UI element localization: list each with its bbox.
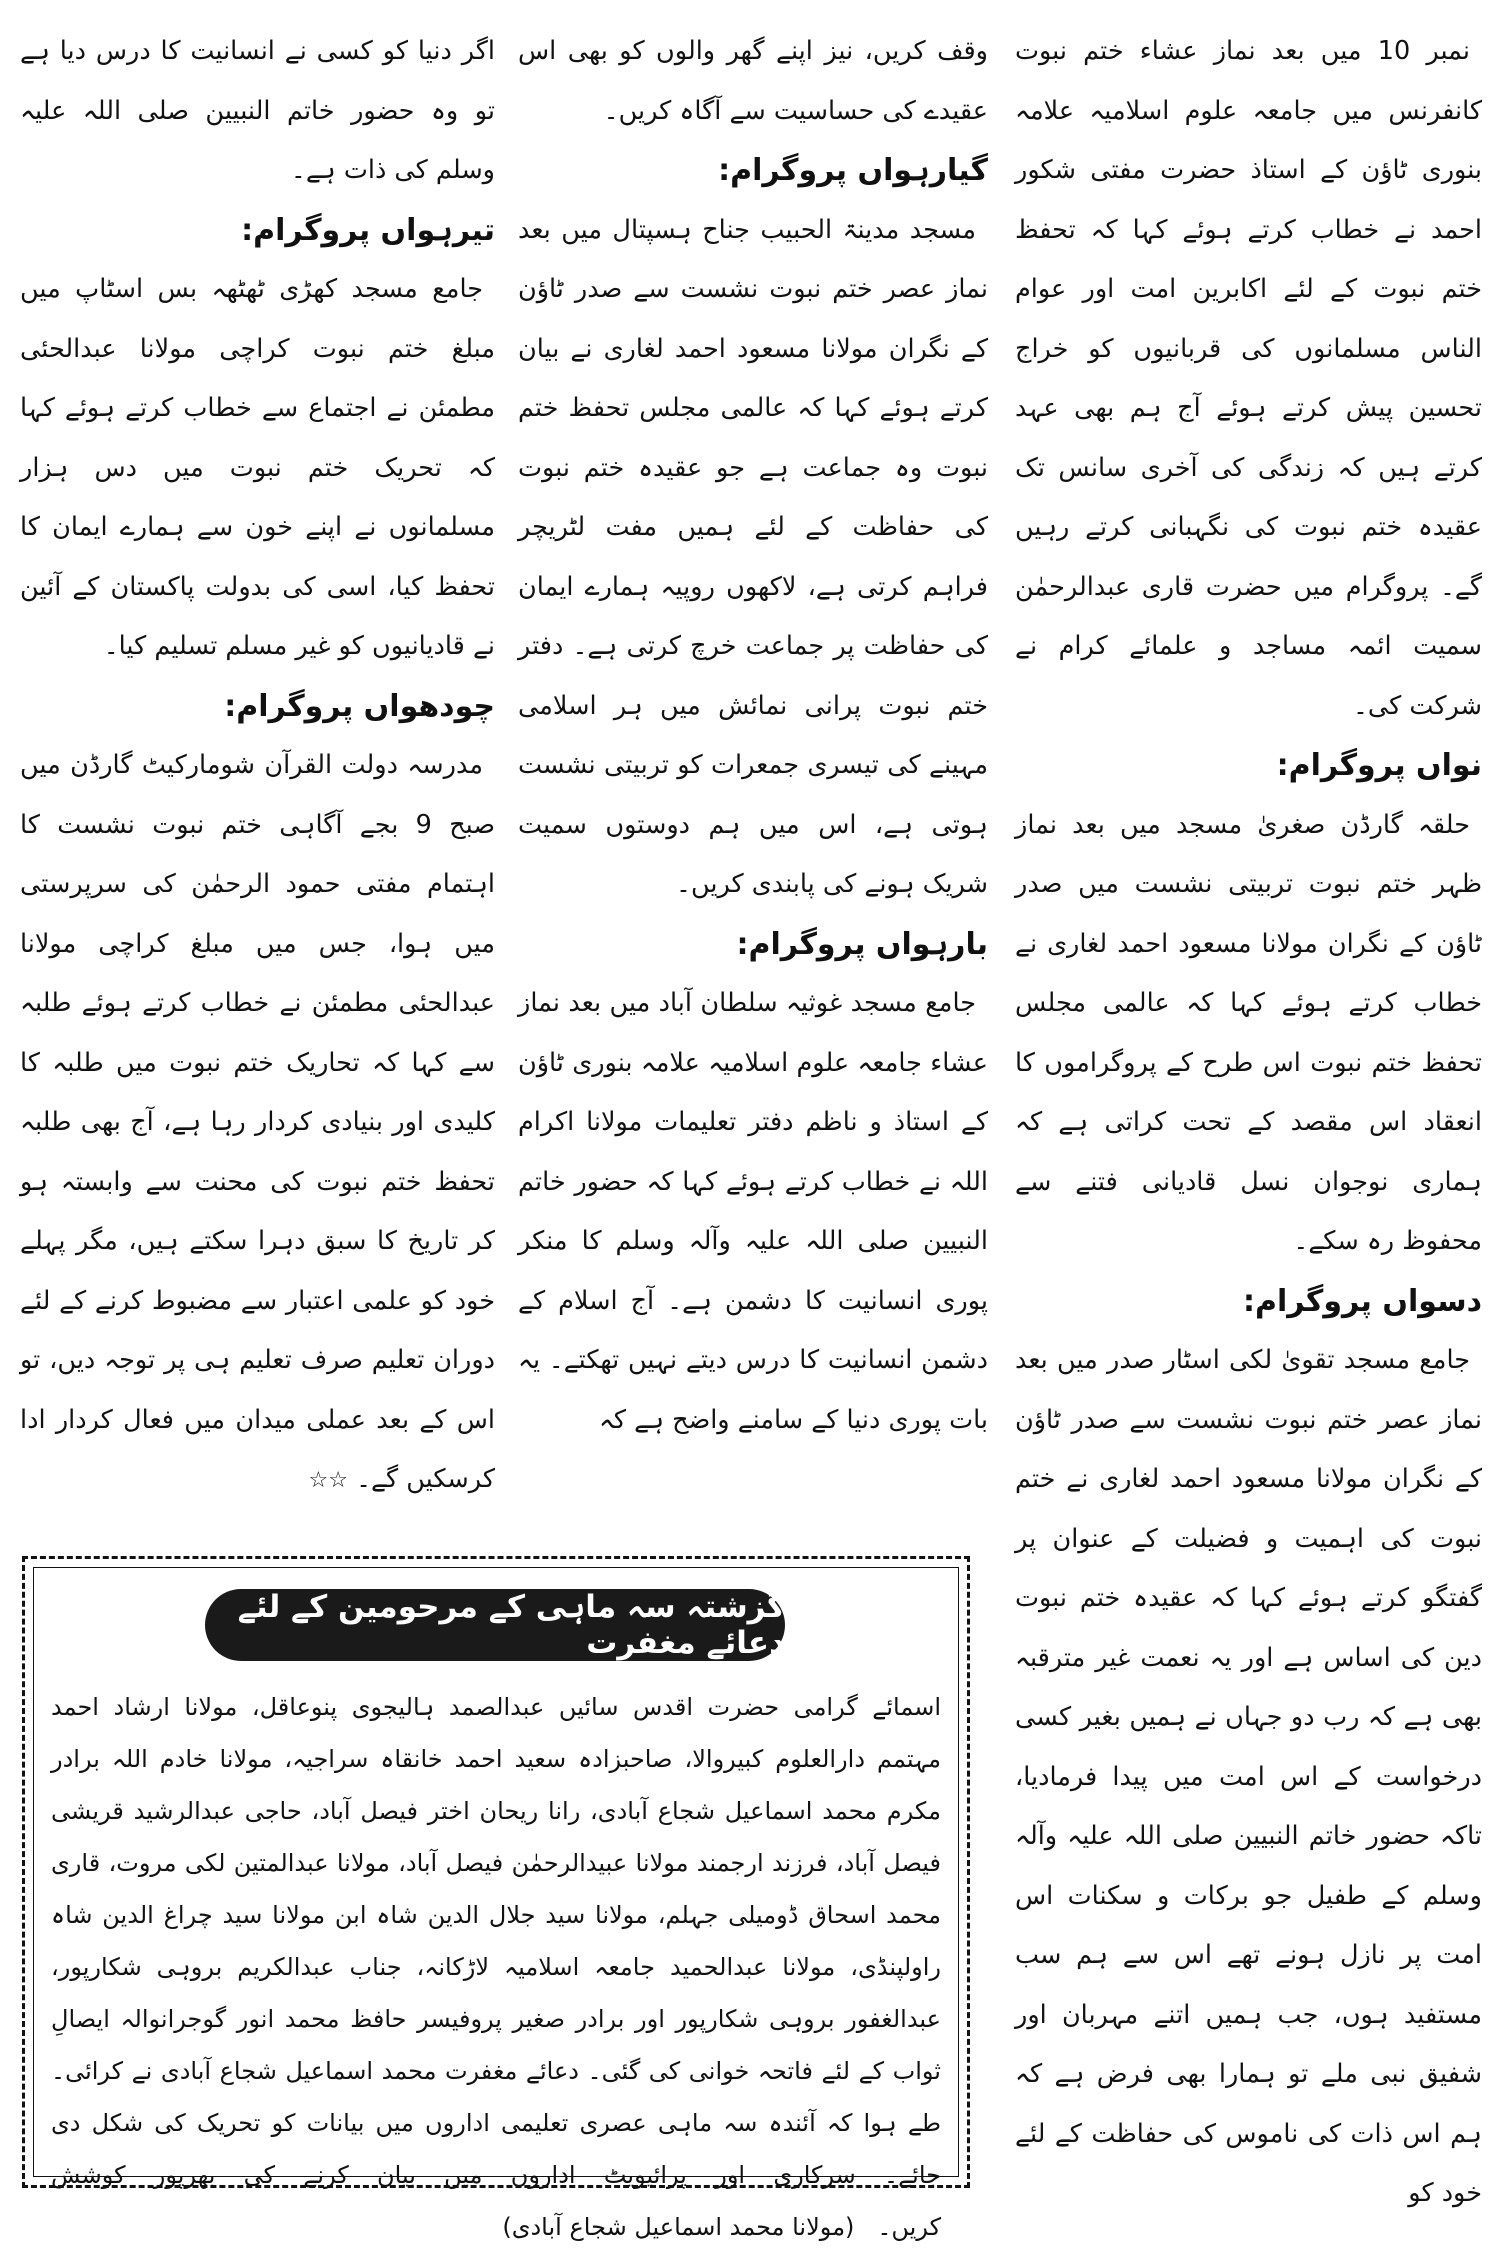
section-heading: تیرہواں پروگرام: bbox=[241, 212, 495, 248]
paragraph-text: مدرسہ دولت القرآن شومارکیٹ گارڈن میں صبح 9 بجے آگاہی ختم نبوت نشست کا اہتمام مفتی حمود الرحمٰن کی سرپرستی میں ہوا، جس میں مبلغ کراچی مولانا عبدالحئی مطمئن نے خطاب کرتے ہوئے طلبہ سے کہا کہ تحاریک ختم نبوت میں طلبہ کا کلیدی اور بنیادی کردار رہا ہے، آج بھی طلبہ تحفظ ختم نبوت کی محنت سے وابستہ ہو کر تاریخ کا سبق دہرا سکتے ہیں، مگر پہلے خود کو علمی اعتبار سے مضبوط کرنے کے لئے دوران تعلیم صرف تعلیم ہی پر توجہ دیں، تو اس کے بعد عملی میدان میں فعال کردار ادا کرسکیں گے۔ bbox=[20, 750, 495, 1494]
section-heading: نواں پروگرام: bbox=[1276, 748, 1482, 783]
paragraph: وقف کریں، نیز اپنے گھر والوں کو بھی اس عقیدے کی حساسیت سے آگاہ کریں۔ bbox=[518, 36, 988, 126]
paragraph bbox=[20, 736, 495, 1511]
obituary-body: اسمائے گرامی حضرت اقدس سائیں عبدالصمد ہالیجوی پنوعاقل، مولانا ارشاد احمد مہتمم دارالعلوم کبیروالا، صاحبزادہ سعید احمد خانقاہ سراجیہ، مولانا خادم اللہ برادر مکرم محمد اسماعیل شجاع آبادی، رانا ریحان اختر فیصل آباد، حاجی عبدالرشید قریشی فیصل آباد، فرزند ارجمند مولانا عبیدالرحمٰن فیصل آباد، مولانا عبدالمتین لکی مروت، قاری محمد اسحاق ڈومیلی جہلم، مولانا سید جلال الدین شاہ ابن مولانا سید چراغ الدین شاہ راولپنڈی، مولانا عبدالحمید جامعہ اسلامیہ لاڑکانہ، جناب عبدالکریم بروہی شکارپور، عبدالغفور بروہی شکارپور اور برادر صغیر پروفیسر حافظ محمد انور گوجرانوالہ ایصالِ ثواب کے لئے فاتحہ خوانی کی گئی۔ دعائے مغفرت محمد اسماعیل شجاع آبادی نے کرائی۔ طے ہوا کہ آئندہ سہ ماہی عصری تعلیمی اداروں میں بیانات کو تحریک کی شکل دی جائے۔ سرکاری اور پرائیویٹ اداروں میں بیان کرنے کی بھرپور کوشش کریں۔ bbox=[51, 1693, 941, 2241]
article-column-right bbox=[1015, 22, 1482, 2208]
paragraph: مسجد مدینۃ الحبیب جناح ہسپتال میں بعد نماز عصر ختم نبوت نشست سے صدر ٹاؤن کے نگران مولانا مسعود احمد لغاری نے بیان کرتے ہوئے کہا کہ عالمی مجلس تحفظ ختم نبوت وہ جماعت ہے جو عقیدہ ختم نبوت کی حفاظت کے لئے ہمیں مفت لٹریچر فراہم کرتی ہے، لاکھوں روپیہ ہمارے ایمان کی حفاظت پر جماعت خرچ کرتی ہے۔ دفتر ختم نبوت پرانی نمائش میں ہر اسلامی مہینے کی تیسری جمعرات کو تربیتی نشست ہوتی ہے، اس میں ہم دوستوں سمیت شریک ہونے کی پابندی کریں۔ bbox=[518, 214, 988, 899]
article-column-middle bbox=[518, 22, 988, 1557]
obituary-box bbox=[22, 1556, 970, 2241]
section-heading: دسواں پروگرام: bbox=[1243, 1283, 1482, 1319]
paragraph: نمبر 10 میں بعد نماز عشاء ختم نبوت کانفرنس میں جامعہ علوم اسلامیہ علامہ بنوری ٹاؤن کے استاذ حضرت مفتی شکور احمد نے خطاب کرتے ہوئے کہا کہ تحفظ ختم نبوت کے لئے اکابرین امت اور عوام الناس مسلمانوں کی قربانیوں کو خراج تحسین پیش کرتے ہوئے آج ہم بھی عہد کرتے ہیں کہ زندگی کی آخری سانس تک عقیدہ ختم نبوت کی نگہبانی کرتے رہیں گے۔ پروگرام میں حضرت قاری عبدالرحمٰن سمیت ائمہ مساجد و علمائے کرام نے شرکت کی۔ bbox=[1015, 36, 1482, 721]
obituary-title: گزشتہ سہ ماہی کے مرحومین کے لئے دعائے مغفرت bbox=[205, 1589, 785, 1661]
paragraph: اگر دنیا کو کسی نے انسانیت کا درس دیا ہے تو وہ حضور خاتم النبیین صلی اللہ علیہ وسلم کی ذات ہے۔ bbox=[20, 36, 495, 185]
obituary-text bbox=[51, 1681, 941, 2241]
paragraph: جامع مسجد کھڑی ٹھٹھہ بس اسٹاپ میں مبلغ ختم نبوت کراچی مولانا عبدالحئی مطمئن نے اجتماع سے خطاب کرتے ہوئے کہا کہ تحریک ختم نبوت میں دس ہزار مسلمانوں نے اپنے خون سے ہمارے ایمان کا تحفظ کیا، اسی کی بدولت پاکستان کے آئین نے قادیانیوں کو غیر مسلم تسلیم کیا۔ bbox=[20, 274, 495, 661]
section-heading: بارہواں پروگرام: bbox=[736, 926, 988, 962]
paragraph: جامع مسجد تقویٰ لکی اسٹار صدر میں بعد نماز عصر ختم نبوت نشست سے صدر ٹاؤن کے نگران مولانا مسعود احمد لغاری نے ختم نبوت کی اہمیت و فضیلت کے عنوان پر گفتگو کرتے ہوئے کہا کہ عقیدہ ختم نبوت دین کی اساس ہے اور یہ نعمت غیر مترقبہ بھی ہے کہ رب دو جہاں نے ہمیں بغیر کسی درخواست کے اس امت میں پیدا فرمادیا، تاکہ حضور خاتم النبیین صلی اللہ علیہ وآلہ وسلم کے طفیل جو برکات و سکنات اس امت پر نازل ہونے تھے اس سے ہم سب مستفید ہوں، جب ہمیں اتنے مہربان اور شفیق نبی ملے تو ہمارا بھی فرض ہے کہ ہم اس ذات کی ناموس کی حفاظت کے لئے خود کو bbox=[1015, 1345, 1482, 2208]
author-signature: (مولانا محمد اسماعیل شجاع آبادی) bbox=[502, 2213, 855, 2241]
end-stars-icon: ☆☆ bbox=[308, 1468, 348, 1493]
section-heading: گیارہواں پروگرام: bbox=[718, 153, 988, 188]
paragraph: جامع مسجد غوثیہ سلطان آباد میں بعد نماز عشاء جامعہ علوم اسلامیہ علامہ بنوری ٹاؤن کے استاذ و ناظم دفتر تعلیمات مولانا اکرام اللہ نے خطاب کرتے ہوئے کہا کہ حضور خاتم النبیین صلی اللہ علیہ وآلہ وسلم کا منکر پوری انسانیت کا دشمن ہے۔ آج اسلام کے دشمن انسانیت کا درس دیتے نہیں تھکتے۔ یہ بات پوری دنیا کے سامنے واضح ہے کہ bbox=[518, 988, 988, 1435]
paragraph: حلقہ گارڈن صغریٰ مسجد میں بعد نماز ظہر ختم نبوت تربیتی نشست میں صدر ٹاؤن کے نگران مولانا مسعود احمد لغاری نے خطاب کرتے ہوئے کہا کہ عالمی مجلس تحفظ ختم نبوت اس طرح کے پروگراموں کا انعقاد اس مقصد کے تحت کراتی ہے کہ ہماری نوجوان نسل قادیانی فتنے سے محفوظ رہ سکے۔ bbox=[1015, 809, 1482, 1256]
section-heading: چودھواں پروگرام: bbox=[224, 688, 495, 724]
article-column-left bbox=[20, 22, 495, 1557]
